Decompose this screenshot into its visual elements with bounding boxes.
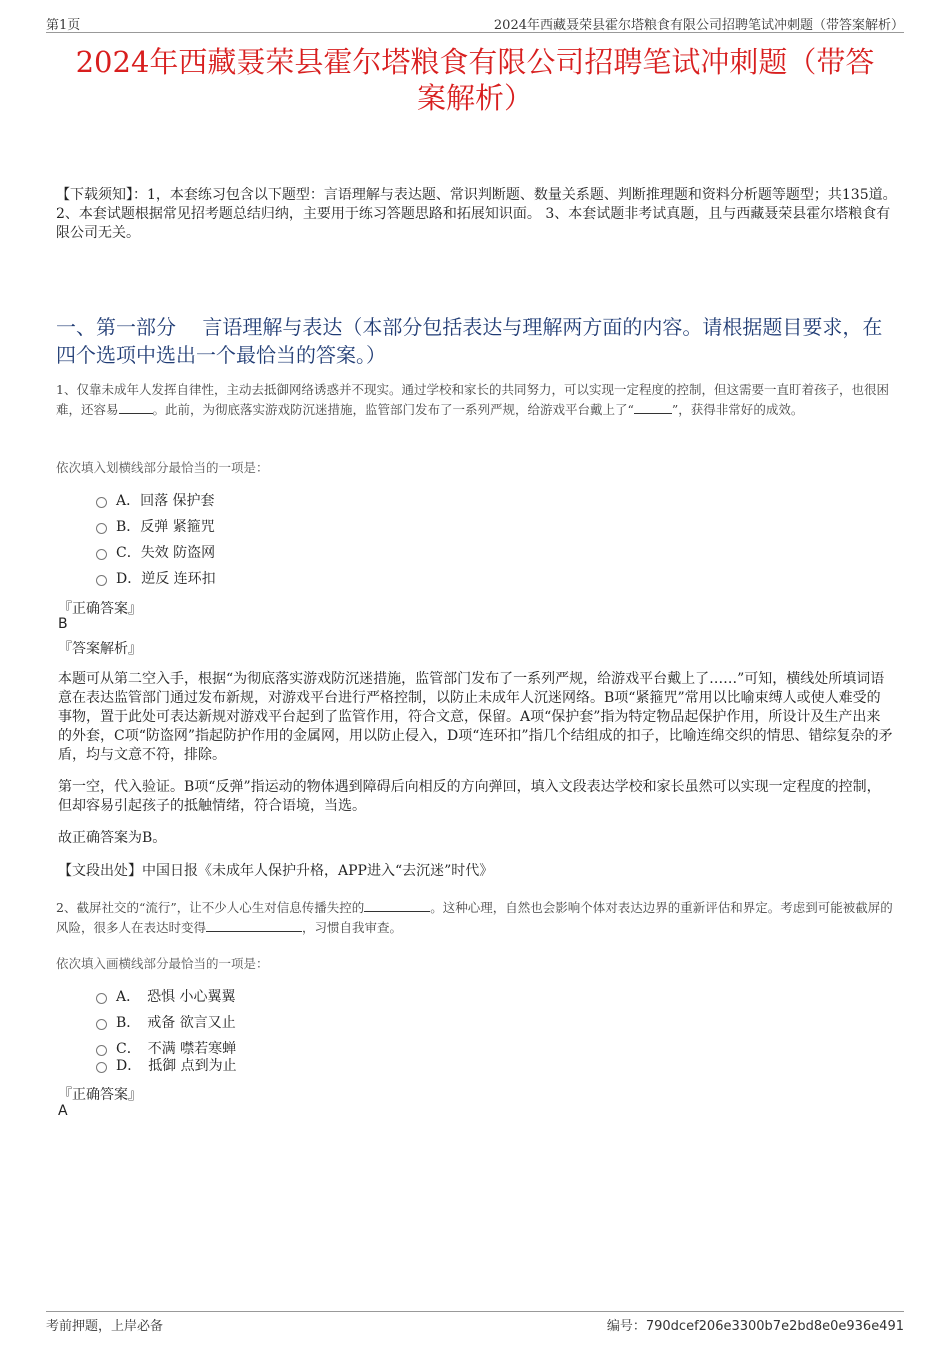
q1-answer: B [58,616,68,632]
q1-source: 【文段出处】中国日报《未成年人保护升格，APP进入“去沉迷”时代》 [58,863,494,879]
q1-option-c[interactable]: C．失效 防盗网 [96,542,215,562]
radio-icon[interactable] [96,1062,107,1073]
q1-analysis-paragraph-1: 本题可从第二空入手，根据“为彻底落实游戏防沉迷措施，监管部门发布了一系列严规，给游戏平台戴上了……”可知，横线处所填词语意在表达监管部门通过发布新规，对游戏平台进行严格控制，以防止未成年人沉迷网络。B项“紧箍咒”常用以比喻束缚人或使人难受的事物，置于此处可表达新规对游戏平台起到了监管作用，符合文意，保留。A项“保护套”指为特定物品起保护作用，所设计及生产出来的外套，C项“防盗网”指起防护作用的金属网，用以防止侵入，D项“连环扣”指几个结组成的扣子，比喻连绵交织的情思、错综复杂的矛盾，均与文意不符，排除。 [58,671,893,763]
q1-analysis-label: 『答案解析』 [58,641,142,657]
q1-option-d[interactable]: D．逆反 连环扣 [96,568,216,588]
page-footer [46,1311,904,1334]
q1-option-a[interactable]: A．回落 保护套 [96,490,215,510]
title-line-2: 案解析） [416,81,533,115]
radio-icon[interactable] [96,497,107,508]
title-line-1: 2024年西藏聂荣县霍尔塔粮食有限公司招聘笔试冲刺题（带答 [75,45,875,79]
question-1-instruction: 依次填入划横线部分最恰当的一项是： [56,460,269,475]
q1-analysis-paragraph-3: 故正确答案为B。 [58,830,167,846]
blank-2 [634,401,672,414]
page-number: 第1页 [46,18,81,33]
q2-answer: A [58,1103,68,1119]
blank-2 [206,919,302,932]
q2-answer-label: 『正确答案』 [58,1087,142,1103]
footer-code: 编号：790dcef206e3300b7e2bd8e0e936e491 [606,1319,904,1334]
q2-option-a[interactable]: A． 恐惧 小心翼翼 [96,986,236,1006]
page-header [46,12,904,33]
q1-option-b[interactable]: B．反弹 紧箍咒 [96,516,215,536]
question-2-instruction: 依次填入画横线部分最恰当的一项是： [56,956,269,971]
q2-option-b[interactable]: B． 戒备 欲言又止 [96,1012,236,1032]
radio-icon[interactable] [96,1019,107,1030]
footer-slogan: 考前押题，上岸必备 [46,1319,164,1334]
q1-analysis-paragraph-2: 第一空，代入验证。B项“反弹”指运动的物体遇到障碍后向相反的方向弹回，填入文段表达学校和家长虽然可以实现一定程度的控制，但却容易引起孩子的抵触情绪，符合语境，当选。 [58,779,881,814]
radio-icon[interactable] [96,993,107,1004]
radio-icon[interactable] [96,575,107,586]
question-2-stem: 2、截屏社交的“流行”，让不少人心生对信息传播失控的 。这种心理，自然也会影响个体对表达边界的重新评估和界定。考虑到可能被截屏的风险，很多人在表达时变得 ，习惯自我审查。 [56,900,893,935]
q1-answer-label: 『正确答案』 [58,601,142,617]
header-doc-title: 2024年西藏聂荣县霍尔塔粮食有限公司招聘笔试冲刺题（带答案解析） [493,18,904,33]
radio-icon[interactable] [96,549,107,560]
blank-1 [119,401,153,414]
document-title [50,44,900,116]
question-1-stem: 1、仅靠未成年人发挥自律性，主动去抵御网络诱惑并不现实。通过学校和家长的共同努力，可以实现一定程度的控制，但这需要一直盯着孩子，也很困难，还容易 。此前，为彻底落实游戏防沉迷措施，监管部门发布了一系列严规，给游戏平台戴上了“ ”，获得非常好的成效。 [56,382,889,417]
blank-1 [364,899,430,912]
section-heading: 一、第一部分 言语理解与表达（本部分包括表达与理解两方面的内容。请根据题目要求，在四个选项中选出一个最恰当的答案。） [56,315,883,367]
q2-option-d[interactable]: D． 抵御 点到为止 [96,1055,237,1075]
radio-icon[interactable] [96,523,107,534]
q2-option-c[interactable]: C． 不满 噤若寒蝉 [96,1038,236,1058]
download-notice: 【下载须知】：1，本套练习包含以下题型：言语理解与表达题、常识判断题、数量关系题、判断推理题和资料分析题等题型；共135道。 2、本套试题根据常见招考题总结归纳，主要用于练习答题思路和拓展知识面。 3、本套试题非考试真题，且与西藏聂荣县霍尔塔粮食有限公司无关。 [56,187,897,241]
